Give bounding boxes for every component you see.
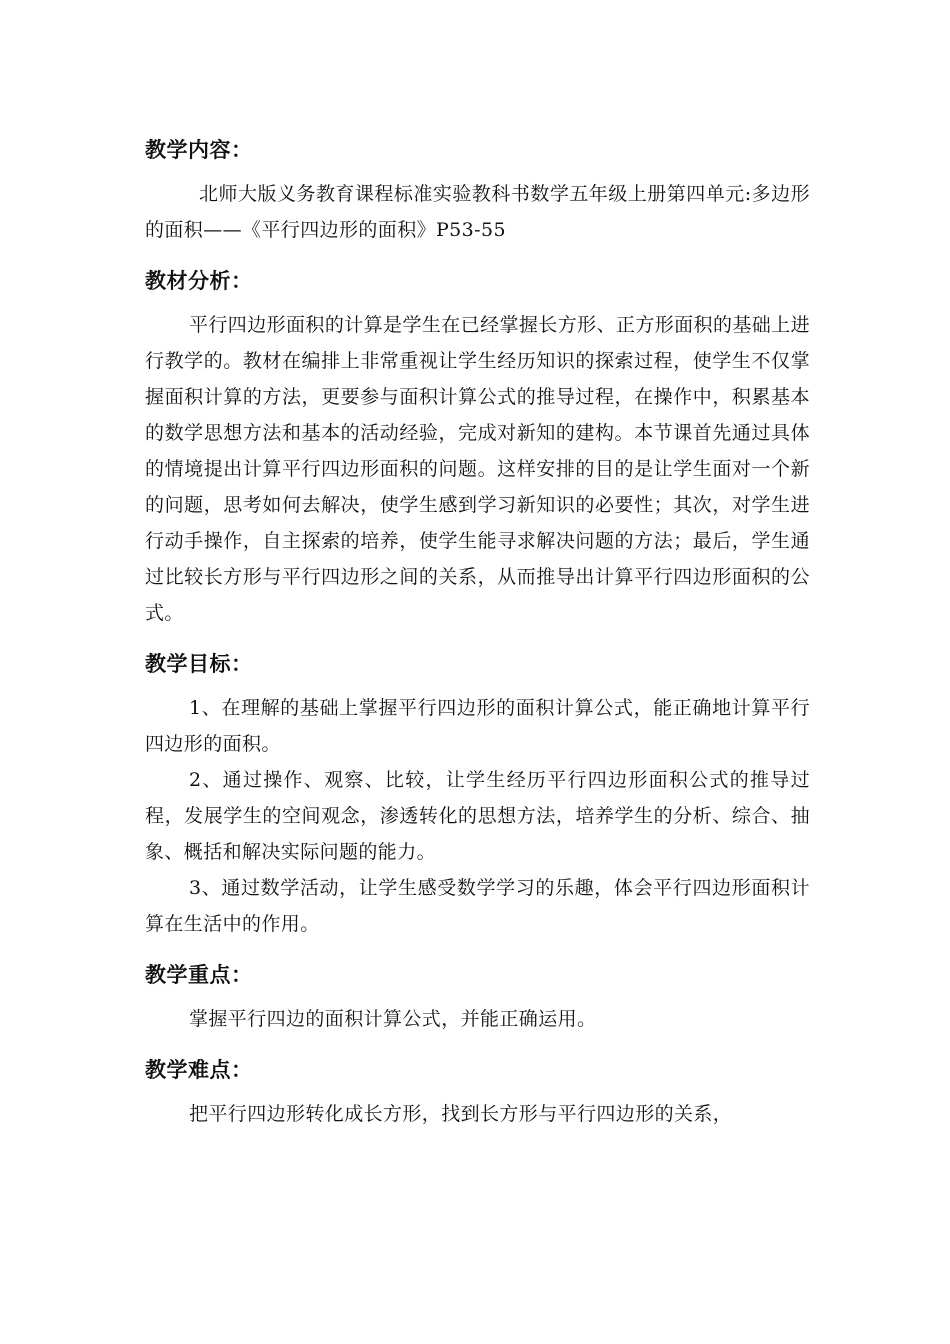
- section-paragraph: 把平行四边形转化成长方形，找到长方形与平行四边形的关系，: [189, 1103, 733, 1125]
- goal-item-3: 3、通过数学活动，让学生感受数学学习的乐趣，体会平行四边形面积计算在生活中的作用。: [145, 877, 810, 935]
- section-heading: 教材分析：: [145, 269, 253, 293]
- section-material-analysis: [145, 261, 810, 631]
- section-heading: 教学重点：: [145, 963, 253, 987]
- goal-item-2: 2、通过操作、观察、比较，让学生经历平行四边形面积公式的推导过程，发展学生的空间观念，渗透转化的思想方法，培养学生的分析、综合、抽象、概括和解决实际问题的能力。: [145, 769, 810, 863]
- section-teaching-content: [145, 130, 810, 248]
- section-difficult-points: [145, 1050, 810, 1132]
- section-heading: 教学内容：: [145, 138, 253, 162]
- goal-item-1: 1、在理解的基础上掌握平行四边形的面积计算公式，能正确地计算平行四边形的面积。: [145, 697, 810, 755]
- section-teaching-goals: [145, 644, 810, 942]
- section-heading: 教学难点：: [145, 1058, 253, 1082]
- section-heading: 教学目标：: [145, 652, 253, 676]
- section-paragraph: 掌握平行四边的面积计算公式，并能正确运用。: [189, 1008, 597, 1030]
- section-paragraph: 北师大版义务教育课程标准实验教科书数学五年级上册第四单元:多边形的面积——《平行四边形的面积》P53-55: [145, 183, 810, 241]
- document-body: [145, 130, 810, 1132]
- section-key-points: [145, 955, 810, 1037]
- section-paragraph: 平行四边形面积的计算是学生在已经掌握长方形、正方形面积的基础上进行教学的。教材在编排上非常重视让学生经历知识的探索过程，使学生不仅掌握面积计算的方法，更要参与面积计算公式的推导过程，在操作中，积累基本的数学思想方法和基本的活动经验，完成对新知的建构。本节课首先通过具体的情境提出计算平行四边形面积的问题。这样安排的目的是让学生面对一个新的问题，思考如何去解决，使学生感到学习新知识的必要性；其次，对学生进行动手操作，自主探索的培养，使学生能寻求解决问题的方法；最后，学生通过比较长方形与平行四边形之间的关系，从而推导出计算平行四边形面积的公式。: [145, 314, 810, 624]
